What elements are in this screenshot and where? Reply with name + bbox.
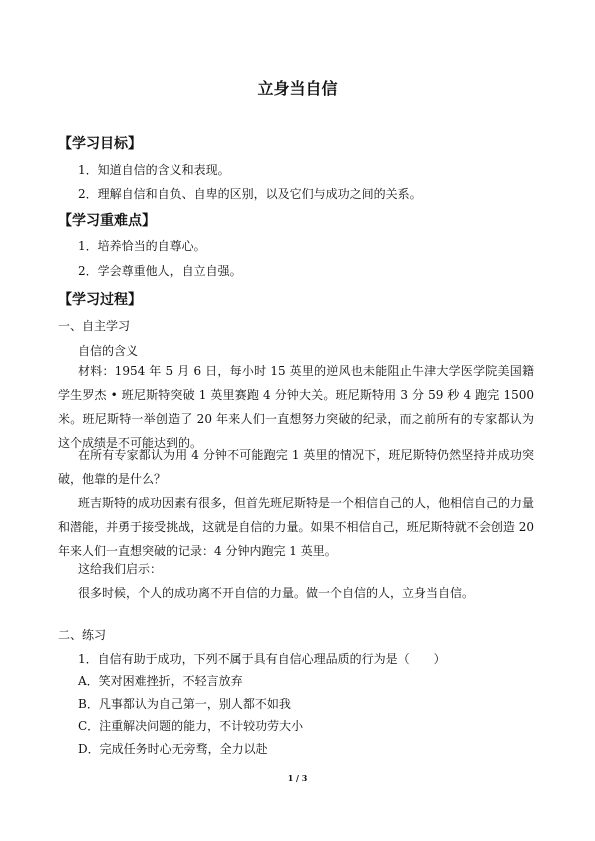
page-number: 1 / 3 — [287, 773, 308, 783]
goal-item-1: 1．知道自信的含义和表现。 — [78, 163, 230, 177]
option-a: A．笑对困难挫折，不轻言放弃 — [78, 674, 243, 688]
material-paragraph: 材料：1954 年 5 月 6 日，每小时 15 英里的逆风也未能阻止牛津大学医学院美国籍学生罗杰 • 班尼斯特突破 1 英里赛跑 4 分钟大关。班尼斯特用 3 分 59 秒 4 跑完 1500 米。班尼斯特一举创造了 20 年来人们一直想努力突破的纪录，而之前所有的专家都认为这个成绩是不可能达到的。 — [58, 364, 534, 450]
insight-lead: 这给我们启示： — [78, 562, 163, 576]
section-heading-goals: 【学习目标】 — [58, 136, 142, 152]
analysis-paragraph: 班吉斯特的成功因素有很多，但首先班尼斯特是一个相信自己的人，他相信自己的力量和潜能，并勇于接受挑战，这就是自信的力量。如果不相信自己，班尼斯特就不会创造 20 年来人们一直想突破的记录：4 分钟内跑完 1 英里。 — [58, 496, 535, 558]
option-d: D．完成任务时心无旁骛，全力以赴 — [78, 742, 268, 756]
page-title: 立身当自信 — [257, 79, 338, 98]
question-paragraph: 在所有专家都认为用 4 分钟不可能跑完 1 英里的情况下，班尼斯特仍然坚持并成功突破，他靠的是什么？ — [58, 448, 534, 486]
keypoint-item-1: 1．培养恰当的自尊心。 — [78, 239, 206, 253]
section-heading-process: 【学习过程】 — [58, 292, 142, 308]
keypoint-item-2: 2．学会尊重他人，自立自强。 — [78, 264, 242, 278]
part1-title: 一、自主学习 — [58, 319, 131, 333]
part2-title: 二、练习 — [58, 628, 107, 642]
option-c: C．注重解决问题的能力，不计较功劳大小 — [78, 719, 304, 733]
goal-item-2: 2．理解自信和自负、自卑的区别，以及它们与成功之间的关系。 — [78, 187, 422, 201]
section-heading-keypoints: 【学习重难点】 — [58, 213, 156, 229]
exercise-question-1: 1．自信有助于成功，下列不属于具有自信心理品质的行为是（ ） — [78, 652, 446, 666]
subtitle-meaning: 自信的含义 — [78, 344, 139, 358]
option-b: B．凡事都认为自己第一，别人都不如我 — [78, 697, 291, 711]
insight-text: 很多时候，个人的成功离不开自信的力量。做一个自信的人，立身当自信。 — [78, 586, 475, 600]
